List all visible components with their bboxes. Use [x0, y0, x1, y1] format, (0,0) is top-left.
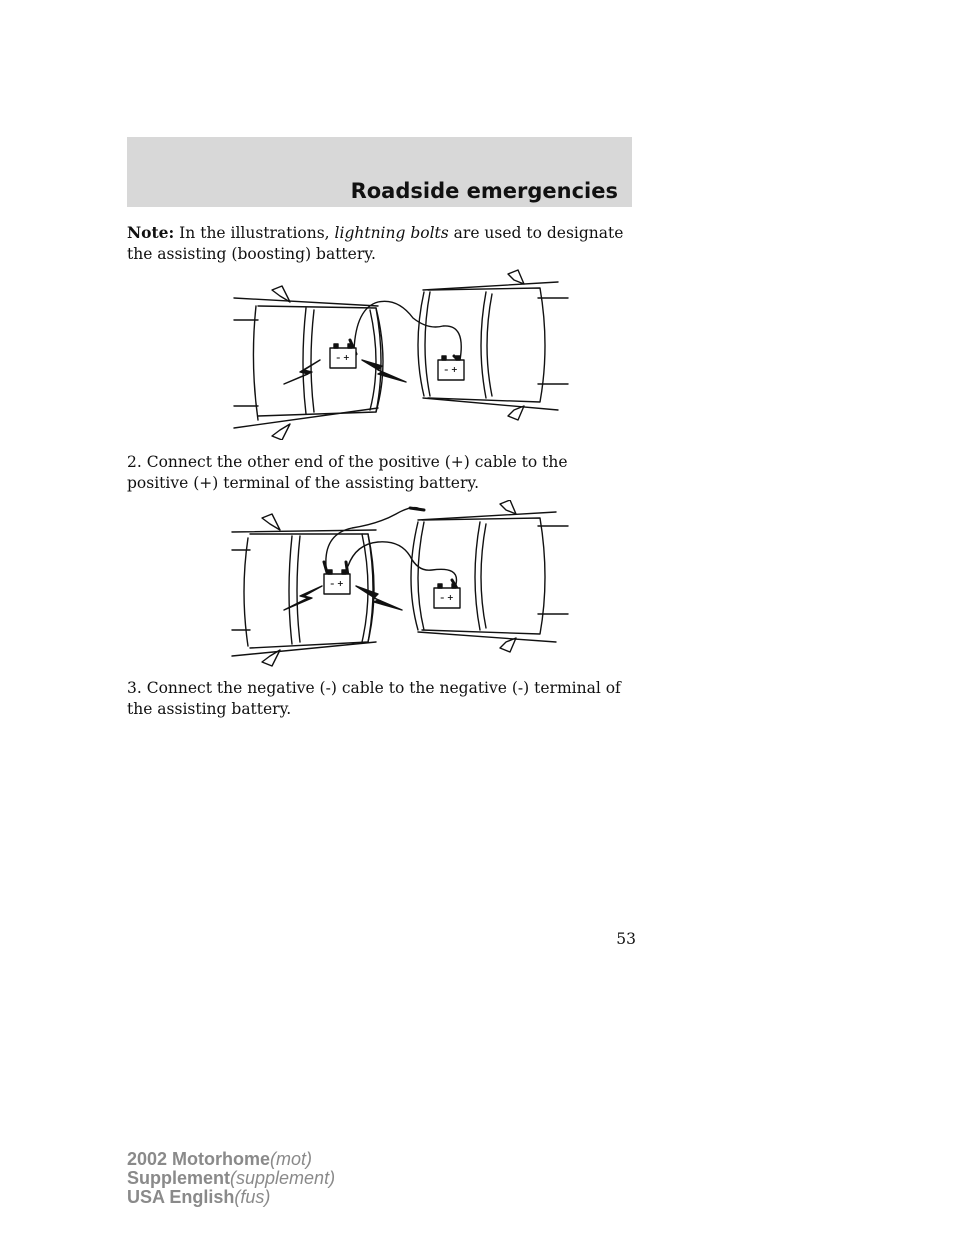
disabled-vehicle-outline	[234, 286, 383, 440]
lightning-bolt-icon	[362, 360, 406, 382]
footer-supplement-name: Supplement	[127, 1168, 231, 1188]
page-number: 53	[616, 930, 636, 948]
note-text-after: are used to designate the assisting (boosting) battery.	[127, 224, 624, 263]
battery-terminal-label: – +	[336, 353, 350, 362]
disabled-vehicle-outline	[232, 514, 376, 666]
battery-terminal-label: – +	[330, 579, 344, 588]
note-emphasis: lightning bolts	[334, 224, 449, 242]
footer-supplement-code: (supplement)	[230, 1168, 336, 1188]
footer-language-code: (fus)	[234, 1187, 271, 1207]
step-2-paragraph: 2. Connect the other end of the positive (+) cable to the positive (+) terminal of the assisting battery.	[127, 453, 568, 492]
jump-start-illustration-2	[228, 500, 578, 668]
section-title: Roadside emergencies	[350, 179, 618, 203]
step-3-paragraph: 3. Connect the negative (-) cable to the negative (-) terminal of the assisting battery.	[127, 679, 621, 718]
battery-terminal-label: – +	[444, 365, 458, 374]
footer-language-name: USA English	[127, 1187, 235, 1207]
lightning-bolt-icon	[284, 360, 320, 384]
footer-line-model	[127, 1150, 335, 1169]
footer-model-name: 2002 Motorhome	[127, 1149, 271, 1169]
footer-model-code: (mot)	[270, 1149, 313, 1169]
footer-line-supplement	[127, 1169, 335, 1188]
section-header-band	[127, 137, 632, 207]
jump-start-illustration-1	[228, 268, 578, 440]
document-footer	[127, 1150, 335, 1207]
assisting-vehicle-outline	[418, 270, 568, 420]
note-text-before: In the illustrations,	[174, 224, 335, 242]
footer-line-language	[127, 1188, 335, 1207]
battery-terminal-label: – +	[440, 593, 454, 602]
note-paragraph	[127, 222, 632, 265]
lightning-bolt-icon	[356, 586, 402, 610]
assisting-vehicle-outline	[411, 500, 568, 652]
note-label: Note:	[127, 223, 175, 242]
loose-cable-clamp	[410, 508, 424, 510]
